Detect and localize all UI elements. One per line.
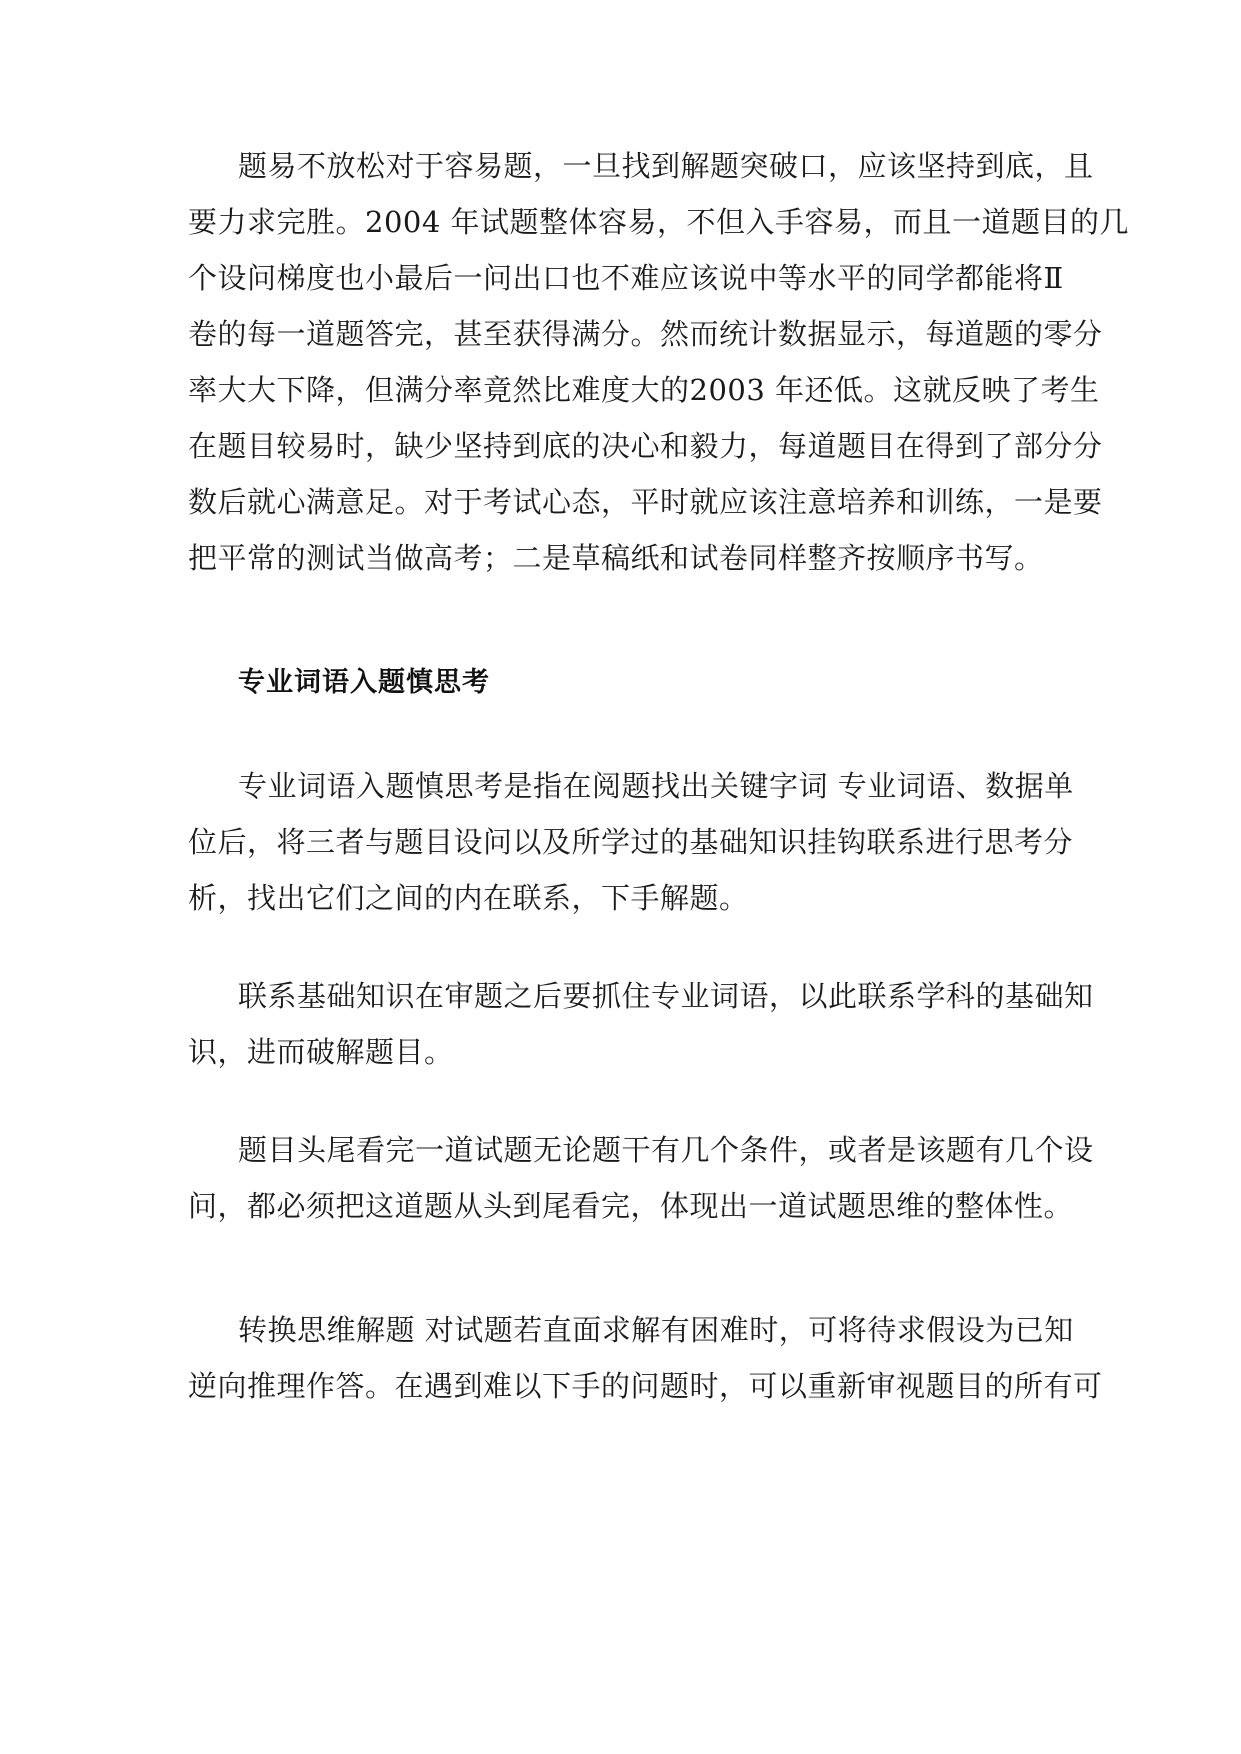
paragraph-3-line-1: 联系基础知识在审题之后要抓住专业词语，以此联系学科的基础知	[238, 979, 1094, 1013]
paragraph-1-line-4: 卷的每一道题答完，甚至获得满分。然而统计数据显示，每道题的零分	[188, 317, 1103, 351]
paragraph-4-line-2: 问，都必须把这道题从头到尾看完，体现出一道试题思维的整体性。	[188, 1189, 1074, 1223]
paragraph-5-line-1: 转换思维解题 对试题若直面求解有困难时，可将待求假设为已知	[238, 1313, 1074, 1347]
paragraph-1-line-8: 把平常的测试当做高考；二是草稿纸和试卷同样整齐按顺序书写。	[188, 541, 1044, 575]
paragraph-1-line-7: 数后就心满意足。对于考试心态，平时就应该注意培养和训练，一是要	[188, 485, 1103, 519]
paragraph-1-line-2: 要力求完胜。2004 年试题整体容易，不但入手容易，而且一道题目的几	[188, 205, 1130, 239]
section-heading: 专业词语入题慎思考	[238, 667, 490, 698]
paragraph-3-line-2: 识，进而破解题目。	[188, 1035, 454, 1069]
paragraph-2-line-2: 位后，将三者与题目设问以及所学过的基础知识挂钩联系进行思考分	[188, 825, 1074, 859]
paragraph-5-line-2: 逆向推理作答。在遇到难以下手的问题时，可以重新审视题目的所有可	[188, 1369, 1103, 1403]
paragraph-1-line-1: 题易不放松对于容易题，一旦找到解题突破口，应该坚持到底，且	[238, 149, 1094, 183]
paragraph-2-line-3: 析，找出它们之间的内在联系，下手解题。	[188, 881, 749, 915]
paragraph-2-line-1: 专业词语入题慎思考是指在阅题找出关键字词 专业词语、数据单	[238, 769, 1074, 803]
paragraph-1-line-3: 个设问梯度也小最后一问出口也不难应该说中等水平的同学都能将Ⅱ	[188, 261, 1064, 295]
paragraph-4-line-1: 题目头尾看完一道试题无论题干有几个条件，或者是该题有几个设	[238, 1133, 1094, 1167]
paragraph-1-line-5: 率大大下降，但满分率竟然比难度大的2003 年还低。这就反映了考生	[188, 373, 1100, 407]
paragraph-1-line-6: 在题目较易时，缺少坚持到底的决心和毅力，每道题目在得到了部分分	[188, 429, 1103, 463]
